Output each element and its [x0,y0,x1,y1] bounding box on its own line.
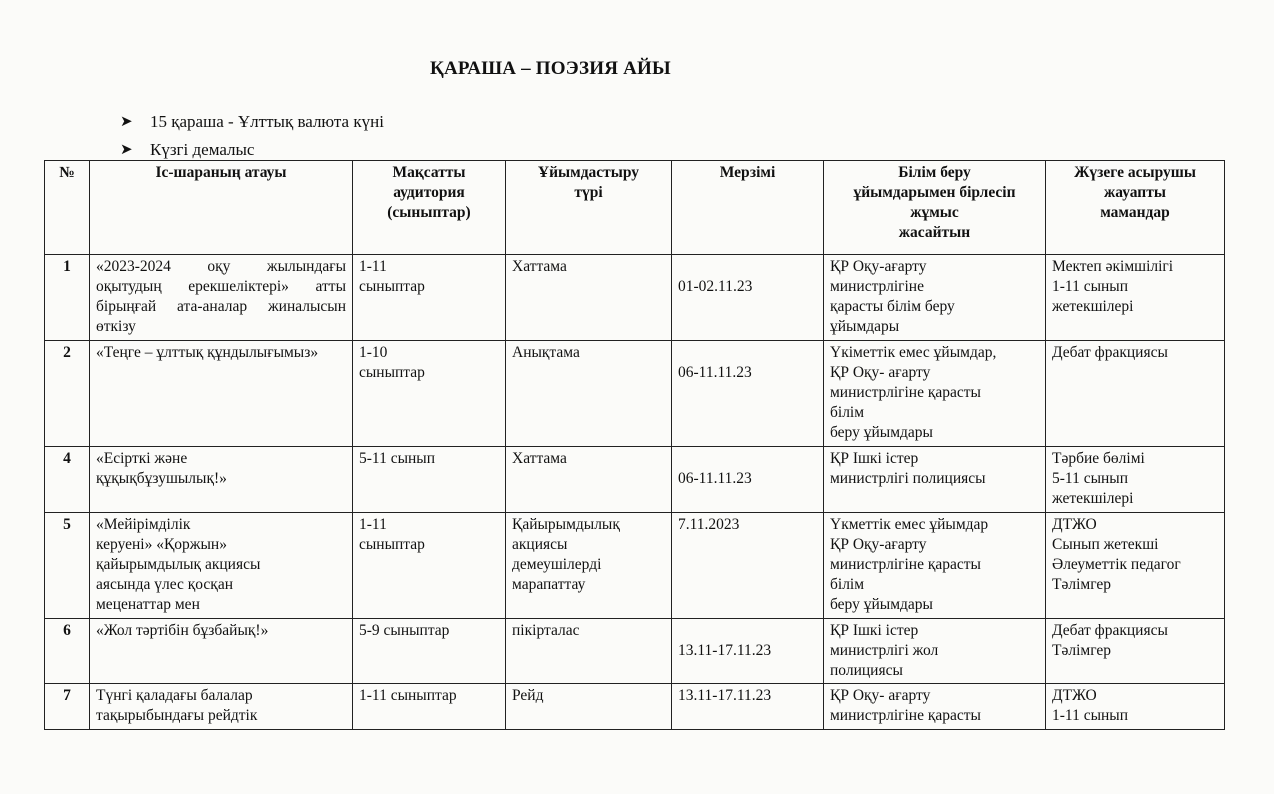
row-event-name: «Есірткі және құқықбұзушылық!» [90,447,353,512]
row-responsible: ДТЖО Сынып жетекші Әлеуметтік педагог Тәлімгер [1046,512,1225,618]
row-number: 1 [45,255,90,341]
row-number: 2 [45,341,90,447]
row-audience: 5-11 сынып [353,447,506,512]
arrow-bullet-icon: ➤ [120,142,133,158]
table-row [45,255,1225,341]
bullet-text: 15 қараша - Ұлттық валюта күні [150,112,384,131]
row-type: Хаттама [506,255,672,341]
row-type: Қайырымдылық акциясы демеушілерді марапаттау [506,512,672,618]
header-date: Мерзімі [672,161,824,255]
row-responsible: Тәрбие бөлімі 5-11 сынып жетекшілері [1046,447,1225,512]
row-number: 5 [45,512,90,618]
row-event-name: «Теңге – ұлттық құндылығымыз» [90,341,353,447]
row-partners: Үкіметтік емес ұйымдар, ҚР Оқу- ағарту министрлігіне қарасты білім беру ұйымдары [824,341,1046,447]
row-partners: ҚР Оқу- ағарту министрлігіне қарасты [824,683,1046,729]
row-event-name: «2023-2024 оқу жылындағы оқытудың ерекшеліктері» атты бірыңғай ата-аналар жиналысын өткізу [90,255,353,341]
row-audience: 5-9 сыныптар [353,618,506,683]
row-number: 6 [45,618,90,683]
table-row [45,683,1225,729]
row-date: 01-02.11.23 [672,255,824,341]
header-event-name: Іс-шараның атауы [90,161,353,255]
row-event-name: «Мейірімділік керуені» «Қоржын» қайырымдылық акциясы аясында үлес қосқан меценаттар мен [90,512,353,618]
table-header-row [45,161,1225,255]
row-audience: 1-10 сыныптар [353,341,506,447]
header-responsible: Жүзеге асырушы жауапты мамандар [1046,161,1225,255]
table-row [45,512,1225,618]
row-number: 7 [45,683,90,729]
page-title: ҚАРАША – ПОЭЗИЯ АЙЫ [430,58,671,79]
events-table [44,160,1225,730]
row-number: 4 [45,447,90,512]
row-date: 06-11.11.23 [672,341,824,447]
row-audience: 1-11 сыныптар [353,683,506,729]
row-audience: 1-11 сыныптар [353,512,506,618]
bullet-item [120,108,384,136]
row-partners: ҚР Оқу-ағарту министрлігіне қарасты білім беру ұйымдары [824,255,1046,341]
row-event-name: Түнгі қаладағы балалар тақырыбындағы рейдтік [90,683,353,729]
row-responsible: Мектеп әкімшілігі 1-11 сынып жетекшілері [1046,255,1225,341]
row-date: 13.11-17.11.23 [672,683,824,729]
table-row [45,341,1225,447]
row-date: 7.11.2023 [672,512,824,618]
arrow-bullet-icon: ➤ [120,114,133,130]
row-responsible: ДТЖО 1-11 сынып [1046,683,1225,729]
row-partners: ҚР Ішкі істер министрлігі полициясы [824,447,1046,512]
header-audience: Мақсатты аудитория (сыныптар) [353,161,506,255]
bullet-list [120,108,384,164]
row-partners: Үкметтік емес ұйымдар ҚР Оқу-ағарту министрлігіне қарасты білім беру ұйымдары [824,512,1046,618]
row-date: 13.11-17.11.23 [672,618,824,683]
row-responsible: Дебат фракциясы [1046,341,1225,447]
table-row [45,447,1225,512]
header-number: № [45,161,90,255]
table-row [45,618,1225,683]
row-type: Рейд [506,683,672,729]
row-event-name: «Жол тәртібін бұзбайық!» [90,618,353,683]
header-type: Ұйымдастыру түрі [506,161,672,255]
row-date: 06-11.11.23 [672,447,824,512]
row-type: Анықтама [506,341,672,447]
row-responsible: Дебат фракциясы Тәлімгер [1046,618,1225,683]
row-type: Хаттама [506,447,672,512]
row-partners: ҚР Ішкі істер министрлігі жол полициясы [824,618,1046,683]
row-audience: 1-11 сыныптар [353,255,506,341]
bullet-text: Күзгі демалыс [150,140,255,159]
row-type: пікірталас [506,618,672,683]
header-partners: Білім беру ұйымдарымен бірлесіп жұмыс жасайтын [824,161,1046,255]
